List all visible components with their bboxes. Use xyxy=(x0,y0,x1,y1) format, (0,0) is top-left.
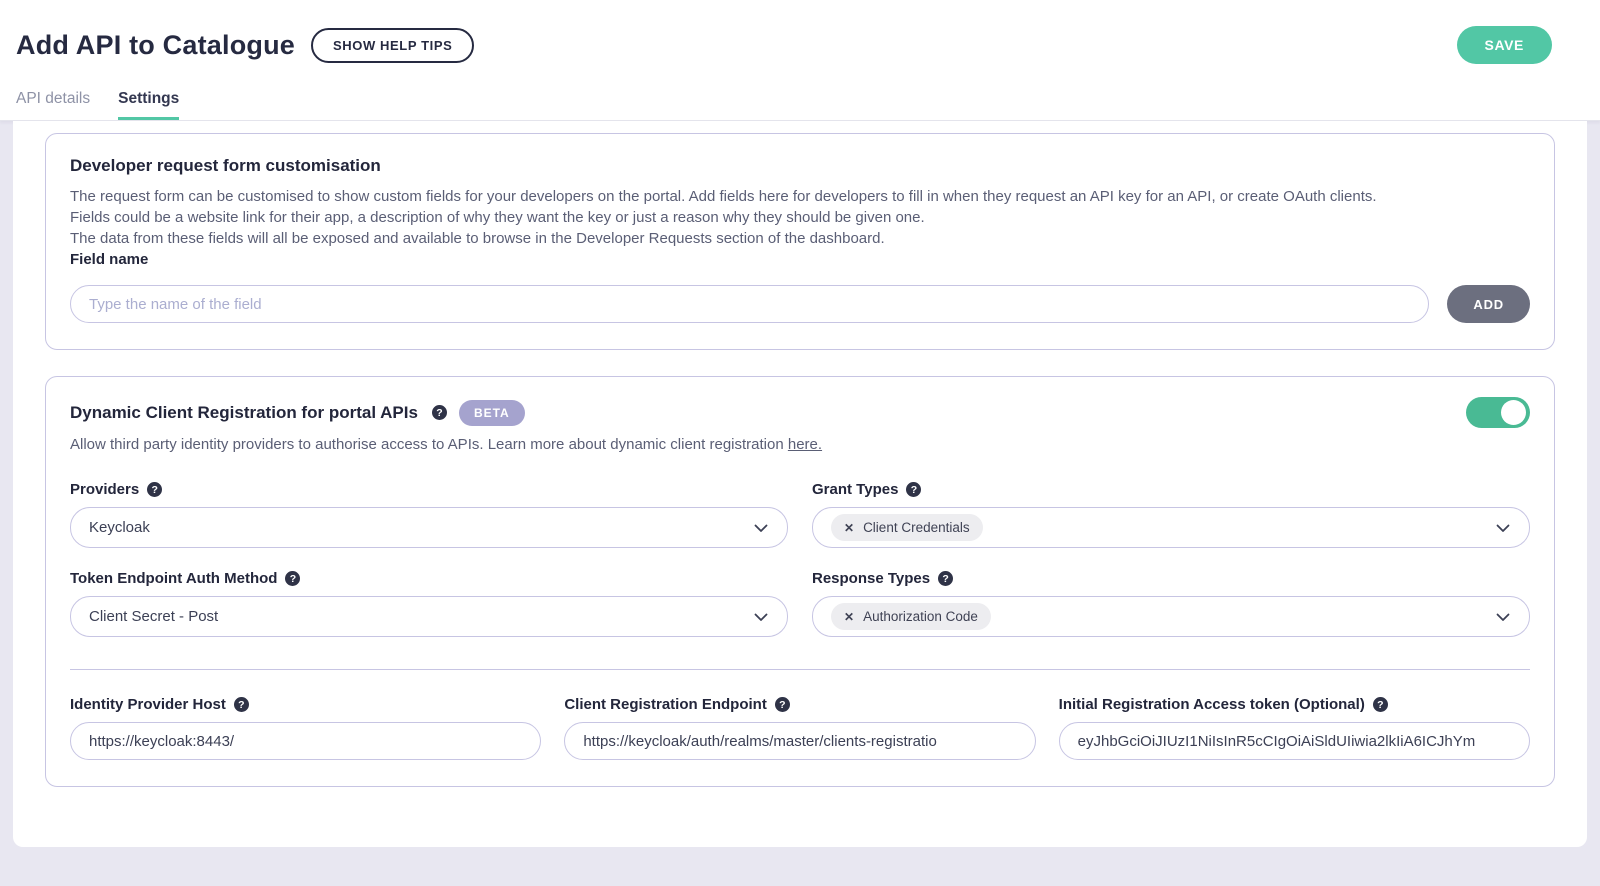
tab-settings[interactable]: Settings xyxy=(118,90,179,120)
help-icon[interactable] xyxy=(938,571,953,586)
token-endpoint-auth-method-label: Token Endpoint Auth Method xyxy=(70,570,278,587)
dcr-enabled-toggle[interactable] xyxy=(1466,397,1530,428)
card-dynamic-client-registration xyxy=(45,376,1555,787)
help-icon[interactable] xyxy=(234,697,249,712)
providers-select[interactable] xyxy=(70,507,788,548)
tab-bar xyxy=(16,90,1552,120)
token-endpoint-auth-method-select[interactable] xyxy=(70,596,788,637)
section-divider xyxy=(70,669,1530,670)
client-registration-endpoint-field xyxy=(564,696,1035,760)
help-icon[interactable] xyxy=(432,405,447,420)
chip-label: Authorization Code xyxy=(863,609,978,624)
chevron-down-icon xyxy=(753,609,769,625)
description-line: Fields could be a website link for their app, a description of why they want the key or just a reason why they should be given one. xyxy=(70,209,925,226)
grant-types-label: Grant Types xyxy=(812,481,899,498)
show-help-tips-button[interactable]: SHOW HELP TIPS xyxy=(311,28,474,63)
card-title: Dynamic Client Registration for portal APIs xyxy=(70,402,418,422)
field-name-label: Field name xyxy=(70,251,149,268)
client-registration-endpoint-input[interactable] xyxy=(564,722,1035,760)
description-line: The request form can be customised to show custom fields for your developers on the portal. Add fields here for developers to fill in when they request an API key for an API, or create OAuth clients. xyxy=(70,188,1377,205)
help-icon[interactable] xyxy=(147,482,162,497)
chevron-down-icon xyxy=(753,520,769,536)
chevron-down-icon xyxy=(1495,609,1511,625)
selected-chip xyxy=(831,603,991,630)
identity-provider-host-input[interactable] xyxy=(70,722,541,760)
field-name-input[interactable] xyxy=(70,285,1429,323)
selected-chip xyxy=(831,514,983,541)
response-types-multiselect[interactable] xyxy=(812,596,1530,637)
response-types-label: Response Types xyxy=(812,570,931,587)
grant-types-field xyxy=(812,481,1530,548)
beta-badge: BETA xyxy=(459,400,525,426)
token-endpoint-auth-method-field xyxy=(70,570,788,637)
help-icon[interactable] xyxy=(775,697,790,712)
learn-more-link[interactable]: here. xyxy=(787,436,823,453)
dcr-description xyxy=(70,436,1530,453)
card-title: Developer request form customisation xyxy=(70,156,381,175)
help-icon[interactable] xyxy=(906,482,921,497)
response-types-field xyxy=(812,570,1530,637)
grant-types-multiselect[interactable] xyxy=(812,507,1530,548)
identity-provider-host-field xyxy=(70,696,541,760)
card-request-form-customisation xyxy=(45,133,1555,350)
help-icon[interactable] xyxy=(1373,697,1388,712)
initial-registration-access-token-label: Initial Registration Access token (Optional) xyxy=(1058,696,1365,713)
identity-provider-host-label: Identity Provider Host xyxy=(70,696,226,713)
client-registration-endpoint-label: Client Registration Endpoint xyxy=(564,696,767,713)
toggle-knob xyxy=(1501,400,1526,425)
remove-chip-icon[interactable] xyxy=(844,610,854,624)
chevron-down-icon xyxy=(1495,520,1511,536)
providers-value: Keycloak xyxy=(89,519,150,536)
page-header xyxy=(0,0,1600,121)
tab-api-details[interactable]: API details xyxy=(16,90,91,107)
dcr-description-text: Allow third party identity providers to authorise access to APIs. Learn more about dynamic client registration xyxy=(70,436,788,453)
providers-field xyxy=(70,481,788,548)
page-title: Add API to Catalogue xyxy=(16,29,295,60)
token-endpoint-auth-method-value: Client Secret - Post xyxy=(89,608,219,625)
description-line: The data from these fields will all be exposed and available to browse in the Developer Requests section of the dashboard. xyxy=(70,230,885,247)
add-field-button[interactable]: ADD xyxy=(1447,285,1530,323)
initial-registration-access-token-input[interactable] xyxy=(1059,722,1530,760)
providers-label: Providers xyxy=(70,481,140,498)
settings-panel xyxy=(13,121,1587,847)
remove-chip-icon[interactable] xyxy=(844,521,854,535)
chip-label: Client Credentials xyxy=(863,520,970,535)
save-button[interactable]: SAVE xyxy=(1457,26,1553,64)
initial-registration-access-token-field xyxy=(1059,696,1530,760)
help-icon[interactable] xyxy=(285,571,300,586)
